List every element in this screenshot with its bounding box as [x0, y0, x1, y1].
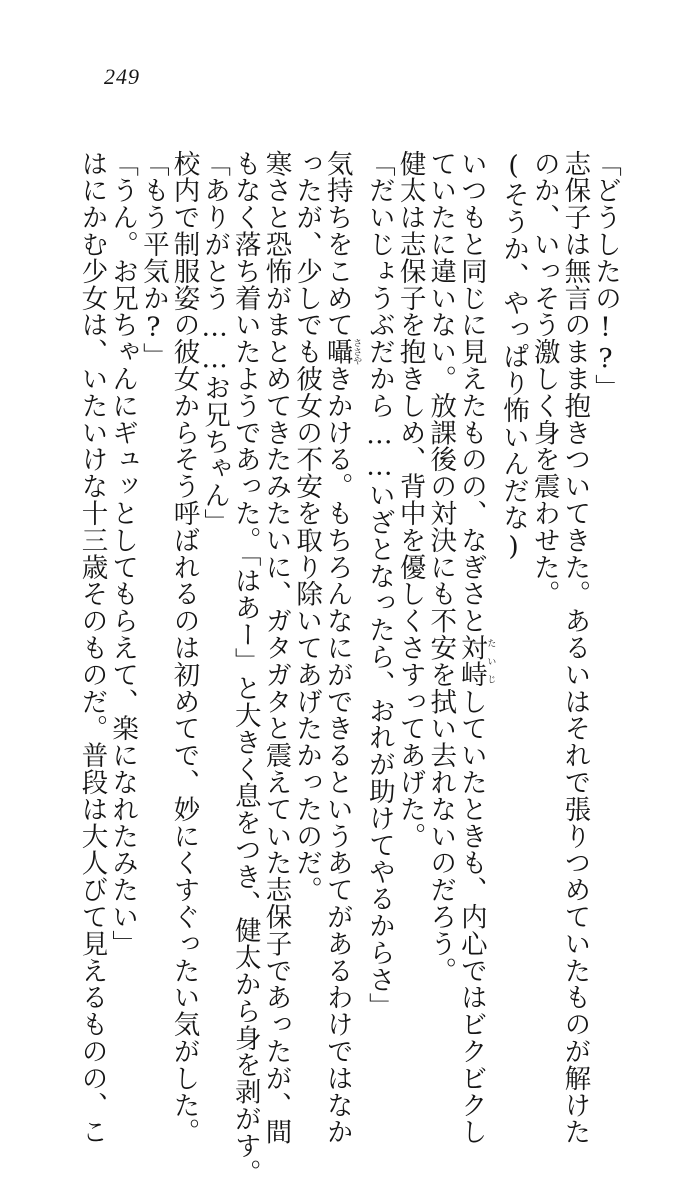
text-line: 寒さと恐怖がまとめてきたみたいに、ガタガタと震えていた志保子であったが、間 [260, 150, 292, 1146]
text-line: 「どうしたの!?」 [590, 150, 621, 402]
text-line: のか、いっそう激しく身を震わせた。 [528, 150, 560, 608]
text-line: 「もう平気か?」 [137, 150, 169, 370]
text-line: 「だいじょうぶだから……いざとなったら、おれが助けてやるからさ」 [363, 150, 395, 1020]
text-line: 気持ちをこめて囁ささやきかける。もちろんなにができるというあてがあるわけではなか [321, 150, 362, 1146]
text-line: (そうか、やっぱり怖いんだな) [498, 150, 530, 563]
body-text [76, 150, 621, 1186]
text-line: 健太は志保子を抱きしめ、背中を優しくさすってあげた。 [394, 150, 426, 850]
text-line: 「ありがとう……お兄ちゃん」 [199, 150, 231, 536]
text-line: ったが、少しでも彼女の不安を取り除いてあげたかったのだ。 [291, 150, 323, 904]
furigana-reading: たいじ [485, 634, 496, 689]
text-line: もなく落ち着いたようであった。「はあー」と大きく息をつき、健太から身を剥がす。 [229, 150, 261, 1186]
text-line: 志保子は無言のまま抱きついてきた。あるいはそれで張りつめていたものが解けた [559, 150, 591, 1146]
text-line: はにかむ少女は、いたいけな十三歳そのものだ。普段は大人びて見えるものの、こ [76, 150, 108, 1146]
furigana-ruby: 囁ささや [321, 338, 362, 366]
furigana-reading: ささや [351, 338, 362, 366]
text-line: いつもと同じに見えたものの、なぎさと対峙たいじしていたときも、内心ではビクビクし [455, 150, 496, 1146]
text-line: 「うん。お兄ちゃんにギュッとしてもらえて、楽になれたみたい」 [107, 150, 139, 957]
furigana-ruby: 対峙たいじ [455, 634, 496, 689]
text-line: 校内で制服姿の彼女からそう呼ばれるのは初めてで、妙にくすぐったい気がした。 [168, 150, 200, 1146]
page-number: 249 [104, 64, 140, 89]
text-line: ていたに違いない。放課後の対決にも不安を拭い去れないのだろう。 [425, 150, 457, 984]
